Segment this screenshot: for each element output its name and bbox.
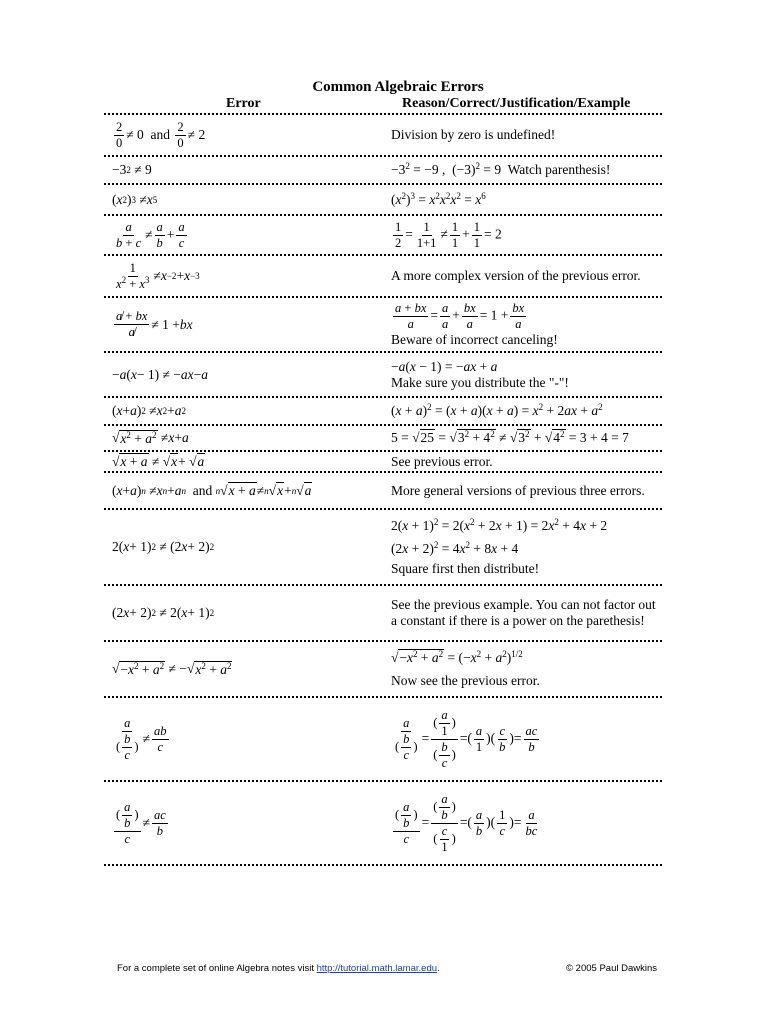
reason-text: Now see the previous error.	[391, 673, 540, 689]
reason-math: $(x^2)^3 = x^2x^2x^2 = x^6$	[391, 190, 486, 207]
reason-cell	[391, 353, 662, 396]
reason-cell	[391, 216, 662, 254]
error-row-power-of-power	[104, 183, 662, 214]
reason-cell	[391, 510, 662, 584]
copyright-notice: © 2005 Paul Dawkins	[566, 963, 657, 974]
error-row-root-of-sum	[104, 450, 662, 471]
page-title: Common Algebraic Errors	[312, 79, 484, 95]
error-row-distribute-negative	[104, 351, 662, 396]
reason-text: A more complex version of the previous error.	[391, 268, 641, 283]
reason-math: $2(x + 1)^2 = 2(x^2 + 2x + 1) = 2x^2 + 4x + 2$	[391, 517, 608, 534]
error-row-root-negative	[104, 640, 662, 696]
error-expression: −3 2 ≠ 9	[112, 162, 152, 178]
algebra-errors-sheet	[104, 78, 662, 866]
error-expression: ( x + a ) n ≠ x n + a n and n √ x + a ≠ n √ x + n √ a	[112, 482, 312, 499]
reason-cell	[391, 256, 662, 296]
error-expression: − a ( x − 1) ≠ − ax − a	[112, 366, 209, 382]
reason-math: ( $\frac{a}{b}$ ) c = ( $\frac{a}{b}$ ) ( $\frac{c}{1}$ ) =( $\frac{a}{b}$ )( $\frac{1}{c}$ )= $\frac{a}{bc}$	[395, 791, 538, 854]
error-row-binomial-square	[104, 396, 662, 424]
error-expression: a ( $\frac{b}{c}$ ) ≠ $\frac{ab}{c}$	[116, 715, 167, 762]
error-row-complex-fraction	[104, 254, 662, 296]
reason-math: a ( $\frac{b}{c}$ ) = ( $\frac{a}{1}$ ) ( $\frac{b}{c}$ ) =( $\frac{a}{1}$ )( $\frac{c}{b}$ )= $\frac{ac}{b}$	[395, 707, 538, 770]
error-expression: 2( x + 1) 2 ≠ (2 x + 2) 2	[112, 539, 215, 555]
reason-cell	[391, 782, 662, 864]
reason-math: −a(x − 1) = −ax + a	[391, 358, 498, 374]
error-expression: ( $\frac{a}{b}$ ) c ≠ $\frac{ac}{b}$	[116, 799, 166, 846]
reason-cell	[391, 586, 662, 640]
column-headers	[104, 96, 662, 113]
reason-cell	[391, 115, 662, 155]
reason-cell	[391, 298, 662, 351]
error-row-fraction-split	[104, 214, 662, 254]
reason-cell	[391, 426, 662, 450]
error-expression: $\frac{2}{0}$ ≠ 0 and $\frac{2}{0}$ ≠ 2	[116, 119, 206, 150]
error-expression: $\frac{a̸ + bx}{a̸}$ ≠ 1 + bx	[116, 309, 193, 339]
reason-math: $(x + a)^2 = (x + a)(x + a) = x^2 + 2ax + a^2$	[391, 402, 603, 419]
reason-math: $\frac{a + bx}{a}$ = $\frac{a}{a}$ + $\frac{bx}{a}$ = 1 + $\frac{bx}{a}$	[395, 301, 525, 331]
error-expression: ( x 2 ) 3 ≠ x 5	[112, 191, 158, 207]
error-row-general-power	[104, 471, 662, 508]
reason-cell	[391, 185, 662, 214]
error-row-division-by-zero	[104, 113, 662, 155]
reason-math: $(2x + 2)^2 = 4x^2 + 8x + 4$	[391, 540, 519, 556]
reason-text: See previous error.	[391, 453, 493, 469]
error-expression: √ x + a ≠ √ x + √ a	[112, 453, 205, 470]
error-row-negative-square	[104, 155, 662, 183]
error-row-factor-constant	[104, 584, 662, 640]
error-row-fraction-over-constant	[104, 780, 662, 866]
error-expression: √ $x^2 + a^2$ ≠ x + a	[112, 429, 189, 446]
reason-cell	[391, 157, 662, 183]
error-expression: √ $-x^2 + a^2$ ≠ −√ $x^2 + a^2$	[112, 660, 232, 677]
error-row-root-of-sum-squares	[104, 424, 662, 450]
error-expression: (2 x + 2) 2 ≠ 2( x + 1) 2	[112, 605, 215, 621]
error-row-constant-in-square	[104, 508, 662, 584]
error-expression: ( x + a ) 2 ≠ x 2 + a 2	[112, 403, 187, 419]
reason-text: Beware of incorrect canceling!	[391, 332, 558, 347]
reason-math: $√-x^2 + a^2 = (-x^2 + a^2)^{1/2}$	[391, 648, 523, 665]
reason-cell	[391, 398, 662, 424]
error-column-header: Error	[226, 96, 261, 111]
reason-cell	[391, 473, 662, 508]
reason-cell	[391, 698, 662, 780]
reason-cell	[391, 642, 662, 696]
reason-text: Square first then distribute!	[391, 560, 540, 576]
error-row-divide-by-fraction	[104, 696, 662, 780]
reason-text: See the previous example. You can not factor out a constant if there is a power on the parethesis!	[391, 597, 656, 628]
algebra-notes-link[interactable]: http://tutorial.math.lamar.edu	[316, 963, 438, 974]
error-expression: $\frac{1}{x^2 + x^3}$ ≠ x −2 + x −3	[116, 260, 200, 291]
reason-math: $\frac{1}{2}$ = $\frac{1}{1+1}$ ≠ $\frac{1}{1}$ + $\frac{1}{1}$ = 2	[395, 219, 502, 250]
footer-note: For a complete set of online Algebra notes visit http://tutorial.math.lamar.edu.	[117, 963, 440, 974]
reason-math: $-3^2 = -9$ , $(-3)^2 = 9$ Watch parenthesis!	[391, 161, 611, 178]
reason-text: Make sure you distribute the "-"!	[391, 375, 569, 391]
error-expression: $\frac{a}{b + c}$ ≠ $\frac{a}{b}$ + $\frac{a}{c}$	[116, 219, 185, 250]
reason-text: More general versions of previous three errors.	[391, 482, 645, 498]
reason-column-header: Reason/Correct/Justification/Example	[402, 96, 631, 111]
reason-text: Division by zero is undefined!	[391, 127, 556, 142]
reason-math: $5 = √25 = √3^2 + 4^2 \ne √3^2 + √4^2 = 3 + 4 = 7$	[391, 429, 629, 446]
error-row-incorrect-canceling	[104, 296, 662, 351]
reason-cell	[391, 452, 662, 471]
